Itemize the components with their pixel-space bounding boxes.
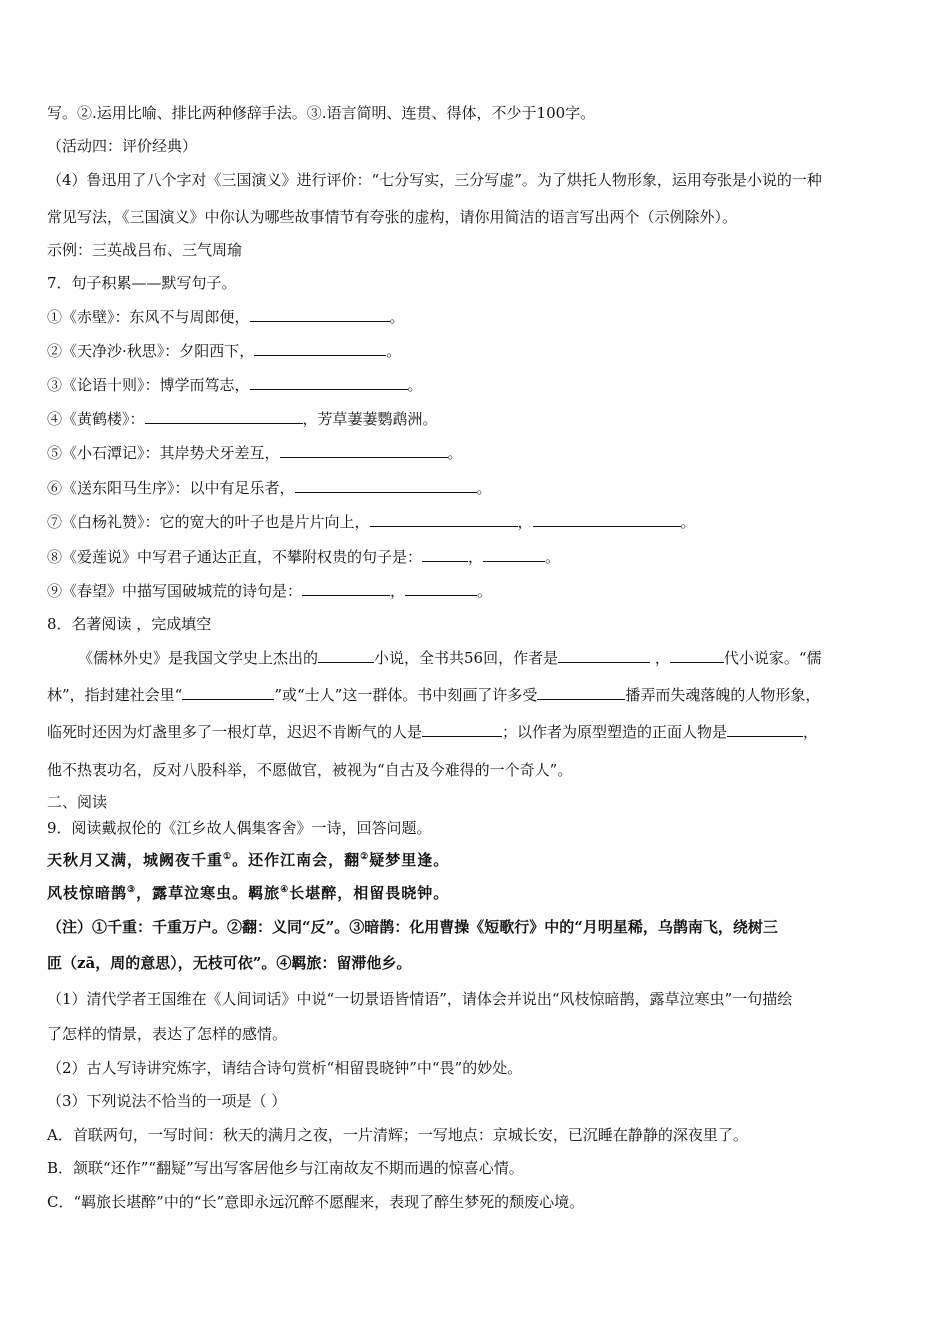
poem-line-2 — [47, 883, 910, 903]
answer-blank[interactable] — [254, 341, 386, 356]
text: ④《黄鹤楼》： — [47, 410, 145, 428]
text: （1）清代学者王国维在《人间词话》中说“一切景语皆情语”，请体会并说出“风枝惊暗鹊，露草泣寒虫”一句描绘 — [47, 990, 793, 1008]
text: 。 — [389, 308, 405, 326]
question-7-title — [47, 273, 910, 293]
q9-sub-2 — [47, 1058, 910, 1078]
text: 长堪醉，相留畏晓钟。 — [289, 884, 450, 902]
text: ；以作者为原型塑造的正面人物是 — [502, 723, 728, 741]
text: 小说，全书共56回，作者是 — [374, 649, 559, 667]
text: 二、阅读 — [47, 793, 108, 811]
text: 。 — [386, 342, 402, 360]
question-9-title — [47, 818, 910, 838]
text: （4）鲁迅用了八个字对《三国演义》进行评价：“七分写实，三分写虚”。为了烘托人物形象，运用夸张是小说的一种 — [47, 171, 822, 189]
text: ⑥《送东阳马生序》：以中有足乐者， — [47, 479, 295, 497]
poem-notes-line-2 — [47, 953, 910, 973]
activity-requirements-line — [47, 103, 910, 123]
text: 他不热衷功名，反对八股科举，不愿做官，被视为“自古及今难得的一个奇人”。 — [47, 761, 573, 779]
text: 。 — [407, 376, 423, 394]
text: （活动四：评价经典） — [47, 137, 198, 155]
answer-blank[interactable] — [182, 685, 274, 700]
text: ③《论语十则》：博学而笃志， — [47, 376, 250, 394]
text: ”或“士人”这一群体。书中刻画了许多受 — [274, 686, 538, 704]
text: 林”，指封建社会里“ — [47, 686, 183, 704]
activity-four-heading — [47, 136, 910, 156]
text: ， — [390, 582, 406, 600]
question-4-line-1 — [47, 170, 910, 190]
text: 。 — [476, 479, 492, 497]
text: ， — [517, 513, 533, 531]
text: A．首联两句，一写时间：秋天的满月之夜，一片清辉；一写地点：京城长安，已沉睡在静静的深夜里了。 — [47, 1126, 748, 1144]
text: 。 — [680, 513, 696, 531]
answer-blank[interactable] — [537, 685, 625, 700]
text: ⑦《白杨礼赞》：它的宽大的叶子也是片片向上， — [47, 513, 370, 531]
text: 8．名著阅读 ，完成填空 — [47, 615, 212, 633]
text: B．颔联“还作”“翻疑”写出写客居他乡与江南故友不期而遇的惊喜心情。 — [47, 1159, 524, 1177]
text: ⑨《春望》中描写国破城荒的诗句是： — [47, 582, 303, 600]
footnote-marker: ③ — [127, 885, 137, 895]
q8-paragraph-line-1 — [78, 648, 910, 668]
answer-blank[interactable] — [727, 722, 803, 737]
text: 临死时还因为灯盏里多了一根灯草，迟迟不肯断气的人是 — [47, 723, 423, 741]
q7-item-1 — [47, 307, 910, 327]
footnote-marker: ② — [360, 852, 370, 862]
text: ， — [468, 548, 484, 566]
question-4-line-2 — [47, 207, 910, 227]
q9-sub-3 — [47, 1091, 910, 1111]
answer-blank[interactable] — [145, 409, 303, 424]
answer-blank[interactable] — [670, 648, 724, 663]
answer-blank[interactable] — [318, 648, 374, 663]
answer-blank[interactable] — [280, 443, 448, 458]
q7-item-9 — [47, 581, 910, 601]
text: 代小说家。“儒 — [723, 649, 822, 667]
text: （2）古人写诗讲究炼字，请结合诗句赏析“相留畏晓钟”中“畏”的妙处。 — [47, 1059, 523, 1077]
text: ⑤《小石潭记》：其岸势犬牙差互， — [47, 444, 280, 462]
text: ①《赤壁》：东风不与周郎便， — [47, 308, 250, 326]
q8-paragraph-line-4 — [47, 760, 910, 780]
poem-notes-line-1 — [47, 917, 910, 937]
text: 9．阅读戴叔伦的《江乡故人偶集客舍》一诗，回答问题。 — [47, 819, 432, 837]
q7-item-5 — [47, 443, 910, 463]
text: 了怎样的情景，表达了怎样的感情。 — [47, 1025, 288, 1043]
option-b — [47, 1158, 910, 1178]
q8-paragraph-line-2 — [47, 685, 910, 705]
text: 。还作江南会，翻 — [232, 851, 361, 869]
text: ，露草泣寒虫。羁旅 — [136, 884, 281, 902]
answer-blank[interactable] — [422, 722, 502, 737]
answer-blank[interactable] — [302, 581, 390, 596]
answer-blank[interactable] — [295, 478, 477, 493]
text: 播弄而失魂落魄的人物形象， — [625, 686, 821, 704]
text: ⑧《爱莲说》中写君子通达正直，不攀附权贵的句子是： — [47, 548, 423, 566]
text: （3）下列说法不恰当的一项是（ ） — [47, 1092, 287, 1110]
text: ， — [650, 649, 670, 667]
q7-item-3 — [47, 375, 910, 395]
text: 疑梦里逢。 — [369, 851, 450, 869]
text: 示例：三英战吕布、三气周瑜 — [47, 241, 243, 259]
text: 风枝惊暗鹊 — [47, 884, 128, 902]
answer-blank[interactable] — [250, 375, 408, 390]
answer-blank[interactable] — [483, 547, 545, 562]
text: 天秋月又满，城阙夜千重 — [47, 851, 224, 869]
text: ， — [803, 723, 819, 741]
question-8-title — [47, 614, 910, 634]
answer-blank[interactable] — [533, 512, 681, 527]
text: 7．句子积累——默写句子。 — [47, 274, 237, 292]
text: 。 — [545, 548, 561, 566]
q9-sub-1-line-1 — [47, 989, 910, 1009]
text: 《儒林外史》是我国文学史上杰出的 — [78, 649, 319, 667]
answer-blank[interactable] — [250, 307, 390, 322]
option-c — [47, 1192, 910, 1212]
answer-blank[interactable] — [405, 581, 477, 596]
q7-item-6 — [47, 478, 910, 498]
text: 常见写法，《三国演义》中你认为哪些故事情节有夸张的虚构，请你用简洁的语言写出两个（示例除外）。 — [47, 208, 738, 226]
text: ②《天净沙·秋思》：夕阳西下， — [47, 342, 255, 360]
q7-item-2 — [47, 341, 910, 361]
footnote-marker: ① — [223, 852, 233, 862]
q8-paragraph-line-3 — [47, 722, 910, 742]
option-a — [47, 1125, 910, 1145]
text: （注）①千重：千重万户。②翻：义同“反”。③暗鹊：化用曹操《短歌行》中的“月明星稀，乌鹊南飞，绕树三 — [47, 918, 778, 936]
q9-sub-1-line-2 — [47, 1024, 910, 1044]
answer-blank[interactable] — [558, 648, 650, 663]
q7-item-7 — [47, 512, 910, 532]
q7-item-4 — [47, 409, 910, 429]
text: 匝（zā，周的意思），无枝可依”。④羁旅：留滞他乡。 — [47, 954, 412, 972]
text: 。 — [447, 444, 463, 462]
poem-line-1 — [47, 850, 910, 870]
text: 写。②.运用比喻、排比两种修辞手法。③.语言简明、连贯、得体，不少于100字。 — [47, 104, 596, 122]
answer-blank[interactable] — [422, 547, 468, 562]
text: 。 — [477, 582, 493, 600]
section-2-heading — [47, 792, 910, 812]
text: C．“羁旅长堪醉”中的“长”意即永远沉醉不愿醒来，表现了醉生梦死的颓废心境。 — [47, 1193, 585, 1211]
example-line — [47, 240, 910, 260]
q7-item-8 — [47, 547, 910, 567]
footnote-marker: ④ — [280, 885, 290, 895]
answer-blank[interactable] — [370, 512, 518, 527]
text: ，芳草萋萋鹦鹉洲。 — [302, 410, 438, 428]
